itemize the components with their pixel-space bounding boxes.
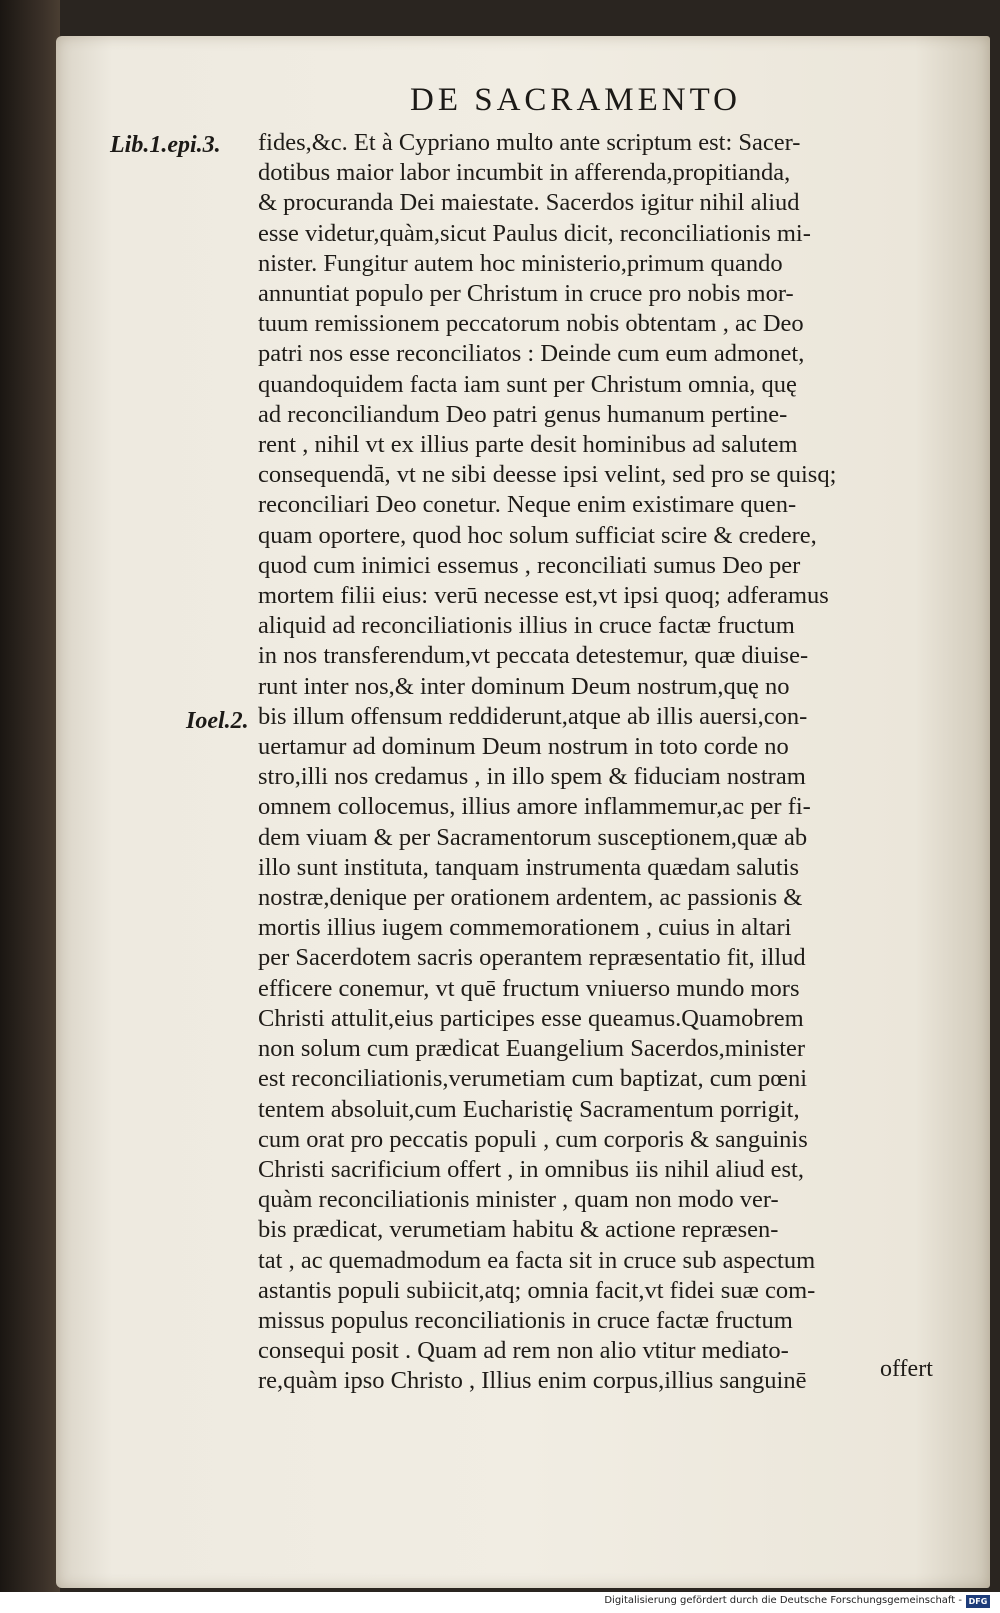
text-line: consequi posit . Quam ad rem non alio vtitur mediato- xyxy=(258,1337,789,1365)
text-line: consequendā, vt ne sibi deesse ipsi velint, sed pro se quisq; xyxy=(258,461,837,489)
running-title: DE SACRAMENTO xyxy=(410,82,742,118)
text-line: Christi attulit,eius participes esse queamus.Quamobrem xyxy=(258,1004,804,1032)
footer-bar xyxy=(0,1592,1000,1613)
text-line: in nos transferendum,vt peccata detestemur, quæ diuise- xyxy=(258,642,809,670)
text-line: aliquid ad reconciliationis illius in cruce factæ fructum xyxy=(258,612,795,640)
text-line: nostræ,denique per orationem ardentem, ac passionis & xyxy=(258,884,803,912)
text-line: astantis populi subiicit,atq; omnia facit,vt fidei suæ com- xyxy=(258,1276,816,1304)
text-line: nister. Fungitur autem hoc ministerio,primum quando xyxy=(258,249,783,277)
text-line: dem viuam & per Sacramentorum susceptionem,quæ ab xyxy=(258,823,808,851)
text-line: est reconciliationis,verumetiam cum baptizat, cum pœni xyxy=(258,1065,808,1093)
text-line: bis prædicat, verumetiam habitu & actione repræsen- xyxy=(258,1216,779,1244)
text-line: cum orat pro peccatis populi , cum corporis & sanguinis xyxy=(258,1125,808,1153)
text-line: runt inter nos,& inter dominum Deum nostrum,quę no xyxy=(258,672,790,700)
text-line: uertamur ad dominum Deum nostrum in toto corde no xyxy=(258,733,789,761)
dfg-logo: DFG xyxy=(966,1595,990,1608)
text-line: quàm reconciliationis minister , quam non modo ver- xyxy=(258,1186,779,1214)
text-line: mortem filii eius: verū necesse est,vt ipsi quoq; adferamus xyxy=(258,582,829,610)
text-line: stro,illi nos credamus , in illo spem & fiduciam nostram xyxy=(258,763,806,791)
text-line: dotibus maior labor incumbit in afferenda,propitianda, xyxy=(258,159,791,187)
text-line: quod cum inimici essemus , reconciliati sumus Deo per xyxy=(258,551,801,579)
text-line: omnem collocemus, illius amore inflammemur,ac per fi- xyxy=(258,793,811,821)
text-line: & procuranda Dei maiestate. Sacerdos igitur nihil aliud xyxy=(258,189,800,217)
text-line: missus populus reconciliationis in cruce factæ fructum xyxy=(258,1306,793,1334)
text-line: tuum remissionem peccatorum nobis obtentam , ac Deo xyxy=(258,310,804,338)
text-line: per Sacerdotem sacris operantem repræsentatio fit, illud xyxy=(258,944,806,972)
catchword: offert xyxy=(880,1356,933,1382)
text-line: patri nos esse reconciliatos : Deinde cum eum admonet, xyxy=(258,340,805,368)
text-line: efficere conemur, vt quē fructum vniuerso mundo mors xyxy=(258,974,800,1002)
text-line: rent , nihil vt ex illius parte desit hominibus ad salutem xyxy=(258,431,798,459)
text-line: esse videtur,quàm,sicut Paulus dicit, reconciliationis mi- xyxy=(258,219,811,247)
text-line: tat , ac quemadmodum ea facta sit in cruce sub aspectum xyxy=(258,1246,816,1274)
text-line: fides,&c. Et à Cypriano multo ante scriptum est: Sacer- xyxy=(258,129,801,156)
text-line: ad reconciliandum Deo patri genus humanum pertine- xyxy=(258,400,788,428)
text-line: re,quàm ipso Christo , Illius enim corpus,illius sanguinē xyxy=(258,1367,807,1395)
footer-credit: Digitalisierung gefördert durch die Deutsche Forschungsgemeinschaft - xyxy=(604,1595,962,1606)
text-line: non solum cum prædicat Euangelium Sacerdos,minister xyxy=(258,1035,806,1063)
text-line: bis illum offensum reddiderunt,atque ab illis auersi,con- xyxy=(258,702,808,730)
text-line: tentem absoluit,cum Eucharistię Sacramentum porrigit, xyxy=(258,1095,800,1123)
text-line: illo sunt instituta, tanquam instrumenta quædam salutis xyxy=(258,853,799,881)
book-edge xyxy=(0,0,60,1592)
text-line: quam oportere, quod hoc solum sufficiat scire & credere, xyxy=(258,521,817,549)
text-line: reconciliari Deo conetur. Neque enim existimare quen- xyxy=(258,491,797,519)
margin-note-lib: Lib.1.epi.3. xyxy=(110,132,221,158)
margin-note-ioel: Ioel.2. xyxy=(186,708,249,734)
text-line: mortis illius iugem commemorationem , cuius in altari xyxy=(258,914,792,942)
text-line: quandoquidem facta iam sunt per Christum omnia, quę xyxy=(258,370,797,398)
body-text xyxy=(258,128,948,1397)
text-line: annuntiat populo per Christum in cruce pro nobis mor- xyxy=(258,280,794,308)
text-line: Christi sacrificium offert , in omnibus iis nihil aliud est, xyxy=(258,1155,804,1183)
